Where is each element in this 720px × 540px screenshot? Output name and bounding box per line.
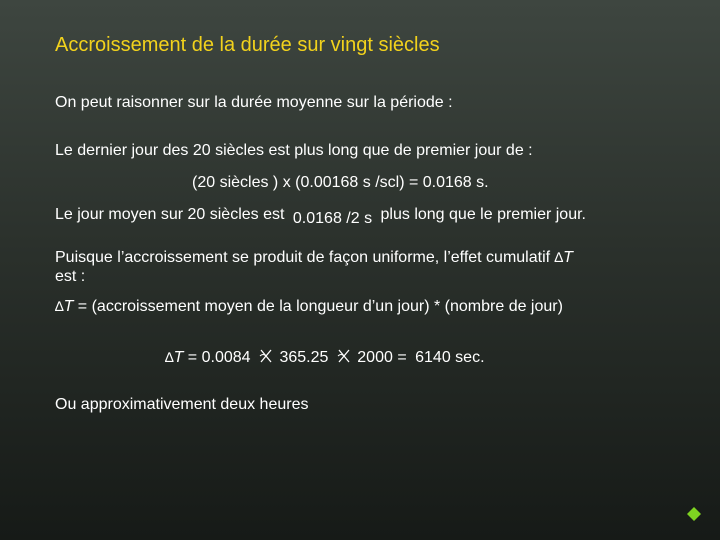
average-value: 0.0168 /2 s: [292, 210, 373, 227]
delta-symbol: ∆: [554, 249, 564, 265]
text-line-6: [55, 298, 563, 316]
slide-title: Accroissement de la durée sur vingt siècles: [55, 34, 440, 56]
equation-value-3: 2000 =: [357, 349, 407, 366]
variable-t: T: [63, 298, 74, 315]
equation-value-1: = 0.0084: [183, 349, 251, 366]
text-line-8: Ou approximativement deux heures: [55, 396, 309, 413]
equation-line: [165, 348, 485, 367]
text-line-4-start: Le jour moyen sur 20 siècles est: [55, 206, 285, 223]
text-line-3: (20 siècles ) x (0.00168 s /scl) = 0.0168 s.: [192, 174, 489, 191]
text-line-5: [55, 249, 573, 267]
delta-symbol: ∆: [165, 349, 174, 365]
variable-t: T: [563, 249, 573, 266]
delta-symbol: ∆: [55, 298, 64, 314]
text-line-1: On peut raisonner sur la durée moyenne sur la période :: [55, 94, 453, 111]
multiply-icon: [259, 348, 273, 364]
diamond-icon[interactable]: [686, 506, 702, 522]
text-line-4-end: plus long que le premier jour.: [380, 206, 586, 223]
variable-t: T: [173, 349, 184, 366]
equation-result: 6140 sec.: [415, 349, 485, 366]
equation-value-2: 365.25: [279, 349, 329, 366]
text-line-2: Le dernier jour des 20 siècles est plus long que de premier jour de :: [55, 142, 533, 159]
text-line-6-rest: = (accroissement moyen de la longueur d’un jour) * (nombre de jour): [73, 298, 563, 315]
text-line-5-start: Puisque l’accroissement se produit de façon uniforme, l’effet cumulatif: [55, 249, 551, 266]
text-line-5-cont: est :: [55, 268, 86, 285]
multiply-icon: [337, 348, 351, 364]
text-line-4: [55, 206, 586, 227]
